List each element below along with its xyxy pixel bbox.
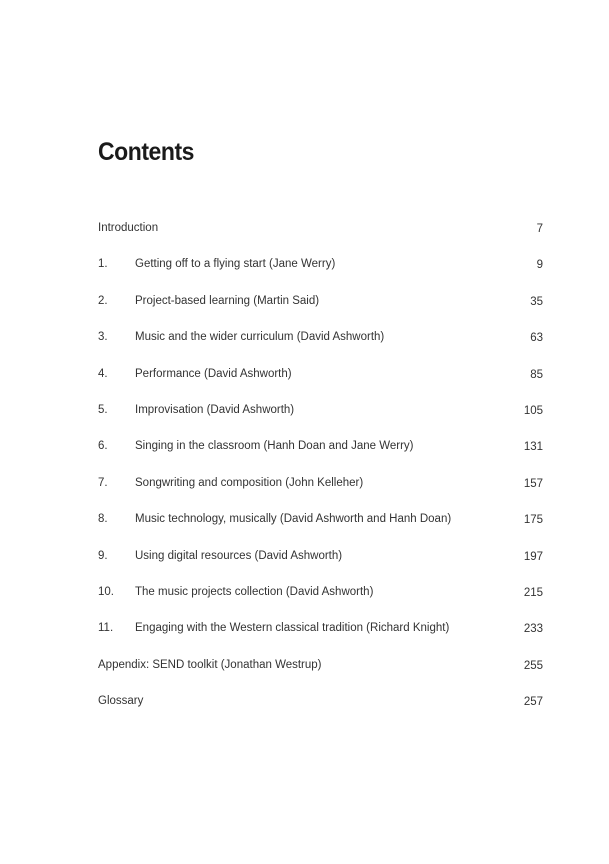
toc-entry-title: Performance (David Ashworth)	[135, 367, 292, 380]
toc-entry-title: Appendix: SEND toolkit (Jonathan Westrup)	[98, 658, 322, 671]
page-title: Contents	[98, 138, 194, 166]
toc-entry-title: Project-based learning (Martin Said)	[135, 294, 320, 307]
toc-entry-page: 9	[536, 259, 543, 272]
toc-entry	[98, 657, 543, 693]
toc-entry-page: 131	[523, 441, 543, 454]
toc-entry	[98, 256, 543, 292]
toc-entry-page: 215	[523, 586, 543, 599]
toc-entry-page: 175	[523, 514, 543, 527]
toc-entry-number: 1.	[98, 258, 108, 271]
toc-entry-page: 255	[523, 659, 543, 672]
toc-entry	[98, 329, 543, 365]
toc-entry-title: Improvisation (David Ashworth)	[135, 403, 295, 416]
table-of-contents	[98, 220, 543, 729]
toc-entry-number: 8.	[98, 513, 108, 526]
toc-entry	[98, 293, 543, 329]
toc-entry-page: 233	[523, 623, 543, 636]
toc-entry-number: 7.	[98, 476, 108, 489]
toc-entry	[98, 475, 543, 511]
toc-entry-number: 5.	[98, 403, 108, 416]
toc-entry-number: 11.	[98, 622, 114, 635]
toc-entry	[98, 584, 543, 620]
toc-entry-page: 257	[523, 696, 543, 709]
toc-entry	[98, 548, 543, 584]
toc-entry-page: 35	[530, 295, 543, 308]
toc-entry-number: 2.	[98, 294, 108, 307]
toc-entry-page: 105	[523, 404, 543, 417]
toc-entry-title: The music projects collection (David Ashworth)	[135, 585, 374, 598]
toc-entry	[98, 366, 543, 402]
toc-entry-title: Introduction	[98, 222, 159, 234]
toc-entry-title: Glossary	[98, 695, 144, 708]
toc-entry	[98, 693, 543, 729]
toc-entry-title: Songwriting and composition (John Kelleher)	[135, 476, 364, 489]
toc-entry-number: 3.	[98, 331, 108, 344]
toc-entry-number: 4.	[98, 367, 108, 380]
toc-entry-page: 63	[530, 332, 543, 345]
toc-entry-page: 7	[536, 223, 543, 235]
toc-entry	[98, 438, 543, 474]
toc-entry-page: 85	[530, 368, 543, 381]
toc-entry-title: Using digital resources (David Ashworth)	[135, 549, 343, 562]
toc-entry-number: 10.	[98, 585, 114, 598]
toc-entry	[98, 220, 543, 256]
toc-entry-title: Engaging with the Western classical tradition (Richard Knight)	[135, 622, 450, 635]
toc-entry-page: 197	[523, 550, 543, 563]
toc-entry	[98, 511, 543, 547]
toc-entry-number: 6.	[98, 440, 108, 453]
toc-entry-title: Music and the wider curriculum (David Ashworth)	[135, 331, 385, 344]
toc-entry-page: 157	[523, 477, 543, 490]
toc-entry	[98, 402, 543, 438]
toc-entry-title: Getting off to a flying start (Jane Werry)	[135, 258, 336, 271]
toc-entry-title: Singing in the classroom (Hanh Doan and Jane Werry)	[135, 440, 414, 453]
toc-entry	[98, 620, 543, 656]
toc-entry-number: 9.	[98, 549, 108, 562]
toc-entry-title: Music technology, musically (David Ashworth and Hanh Doan)	[135, 513, 452, 526]
